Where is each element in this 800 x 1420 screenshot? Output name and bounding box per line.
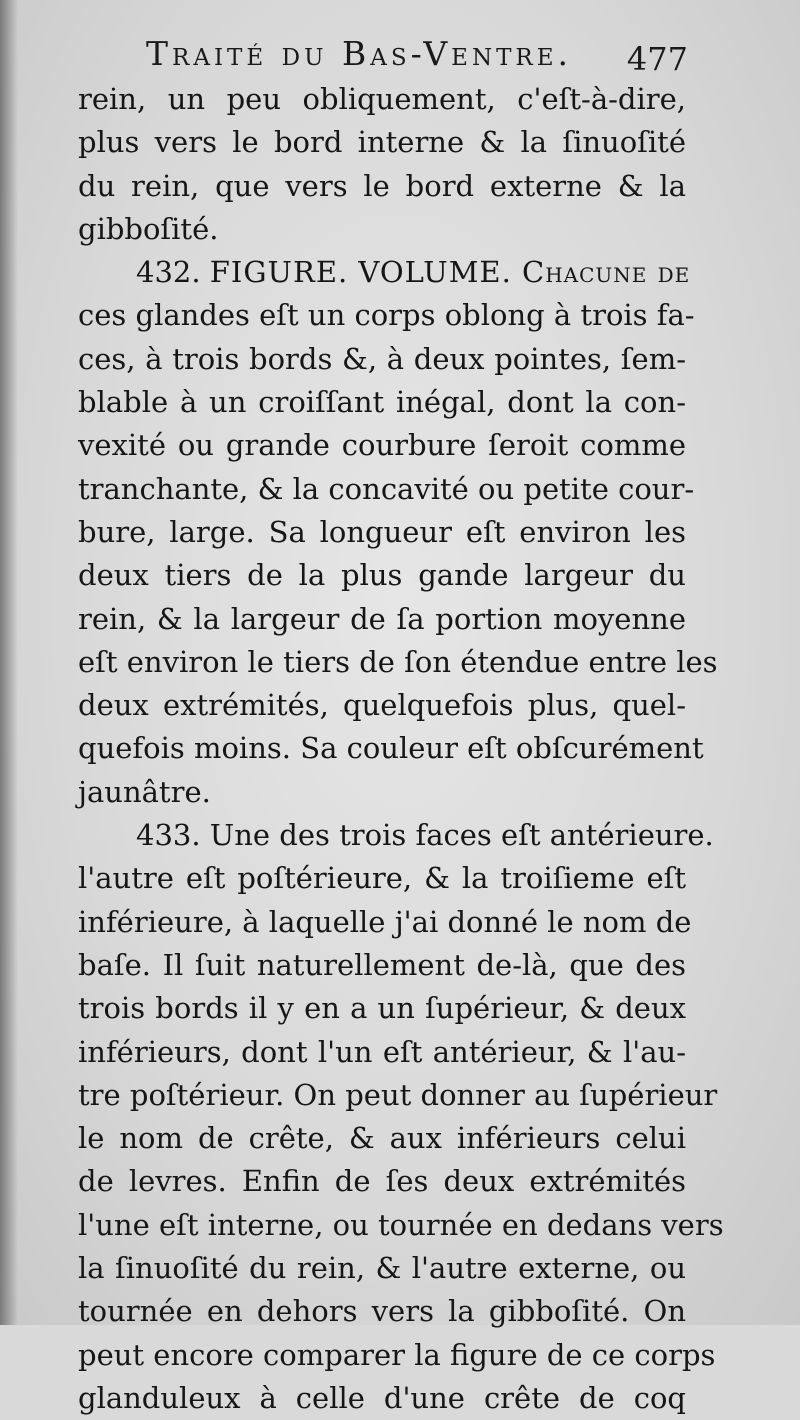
text-line: du rein, que vers le bord externe & la	[78, 168, 686, 203]
text-line: blable à un croiſſant inégal, dont la con-	[78, 385, 686, 420]
text-line: tre poſtérieur. On peut donner au ſupérieur	[78, 1077, 718, 1112]
section-number: 433.	[136, 818, 201, 853]
running-title: Traité du Bas-Ventre.	[146, 34, 573, 73]
text-line: vexité ou grande courbure ſeroit comme	[78, 428, 686, 463]
text-line: inférieurs, dont l'un eſt antérieur, & l'au-	[78, 1034, 686, 1069]
section-432-first-line	[78, 251, 691, 294]
text-line: glanduleux à celle d'une crête de coq	[78, 1380, 686, 1415]
text-line: deux extrémités, quelquefois plus, quel-	[78, 688, 686, 723]
text-line: tournée en dehors vers la gibboſité. On	[78, 1294, 686, 1329]
text-line: bure, large. Sa longueur eſt environ les	[78, 514, 686, 549]
text-line: rein, & la largeur de ſa portion moyenne	[78, 601, 686, 636]
text-line: tranchante, & la concavité ou petite cour-	[78, 471, 695, 506]
text-line: ces glandes eſt un corps oblong à trois fa-	[78, 298, 695, 333]
text-line: deux tiers de la plus gande largeur du	[78, 558, 686, 593]
text-line: de levres. Enfin de ſes deux extrémités	[78, 1164, 686, 1199]
text-line: gibboſité.	[78, 211, 219, 246]
page-number: 477	[626, 40, 688, 78]
section-433-first-line	[78, 814, 714, 857]
text-line: eſt environ le tiers de ſon étendue entre les	[78, 644, 718, 679]
text-line: l'une eſt interne, ou tournée en dedans vers	[78, 1207, 724, 1242]
text-line: plus vers le bord interne & la ſinuoſité	[78, 125, 686, 160]
running-head	[78, 34, 688, 80]
text-line: baſe. Il ſuit naturellement de-là, que des	[78, 947, 686, 982]
text-line: le nom de crête, & aux inférieurs celui	[78, 1121, 686, 1156]
body-text	[78, 78, 724, 1420]
text-line: quefois moins. Sa couleur eſt obſcurément	[78, 731, 704, 766]
text-line: la ſinuoſité du rein, & l'autre externe, ou	[78, 1251, 686, 1286]
text-line: peut encore comparer la figure de ce corps	[78, 1337, 716, 1372]
text-line: l'autre eſt poſtérieure, & la troiſieme eſt	[78, 861, 686, 896]
text-line: trois bords il y en a un ſupérieur, & deux	[78, 991, 686, 1026]
text-line: jaunâtre.	[78, 774, 211, 809]
text-line: ces, à trois bords &, à deux pointes, ſem-	[78, 341, 686, 376]
section-number: 432.	[136, 255, 201, 290]
text-line: rein, un peu obliquement, c'eſt-à-dire,	[78, 82, 686, 116]
section-heading: FIGURE. VOLUME. Chacune de	[209, 255, 691, 290]
text-line: inférieure, à laquelle j'ai donné le nom de	[78, 904, 692, 939]
section-text: Une des trois faces eſt antérieure.	[209, 818, 714, 853]
